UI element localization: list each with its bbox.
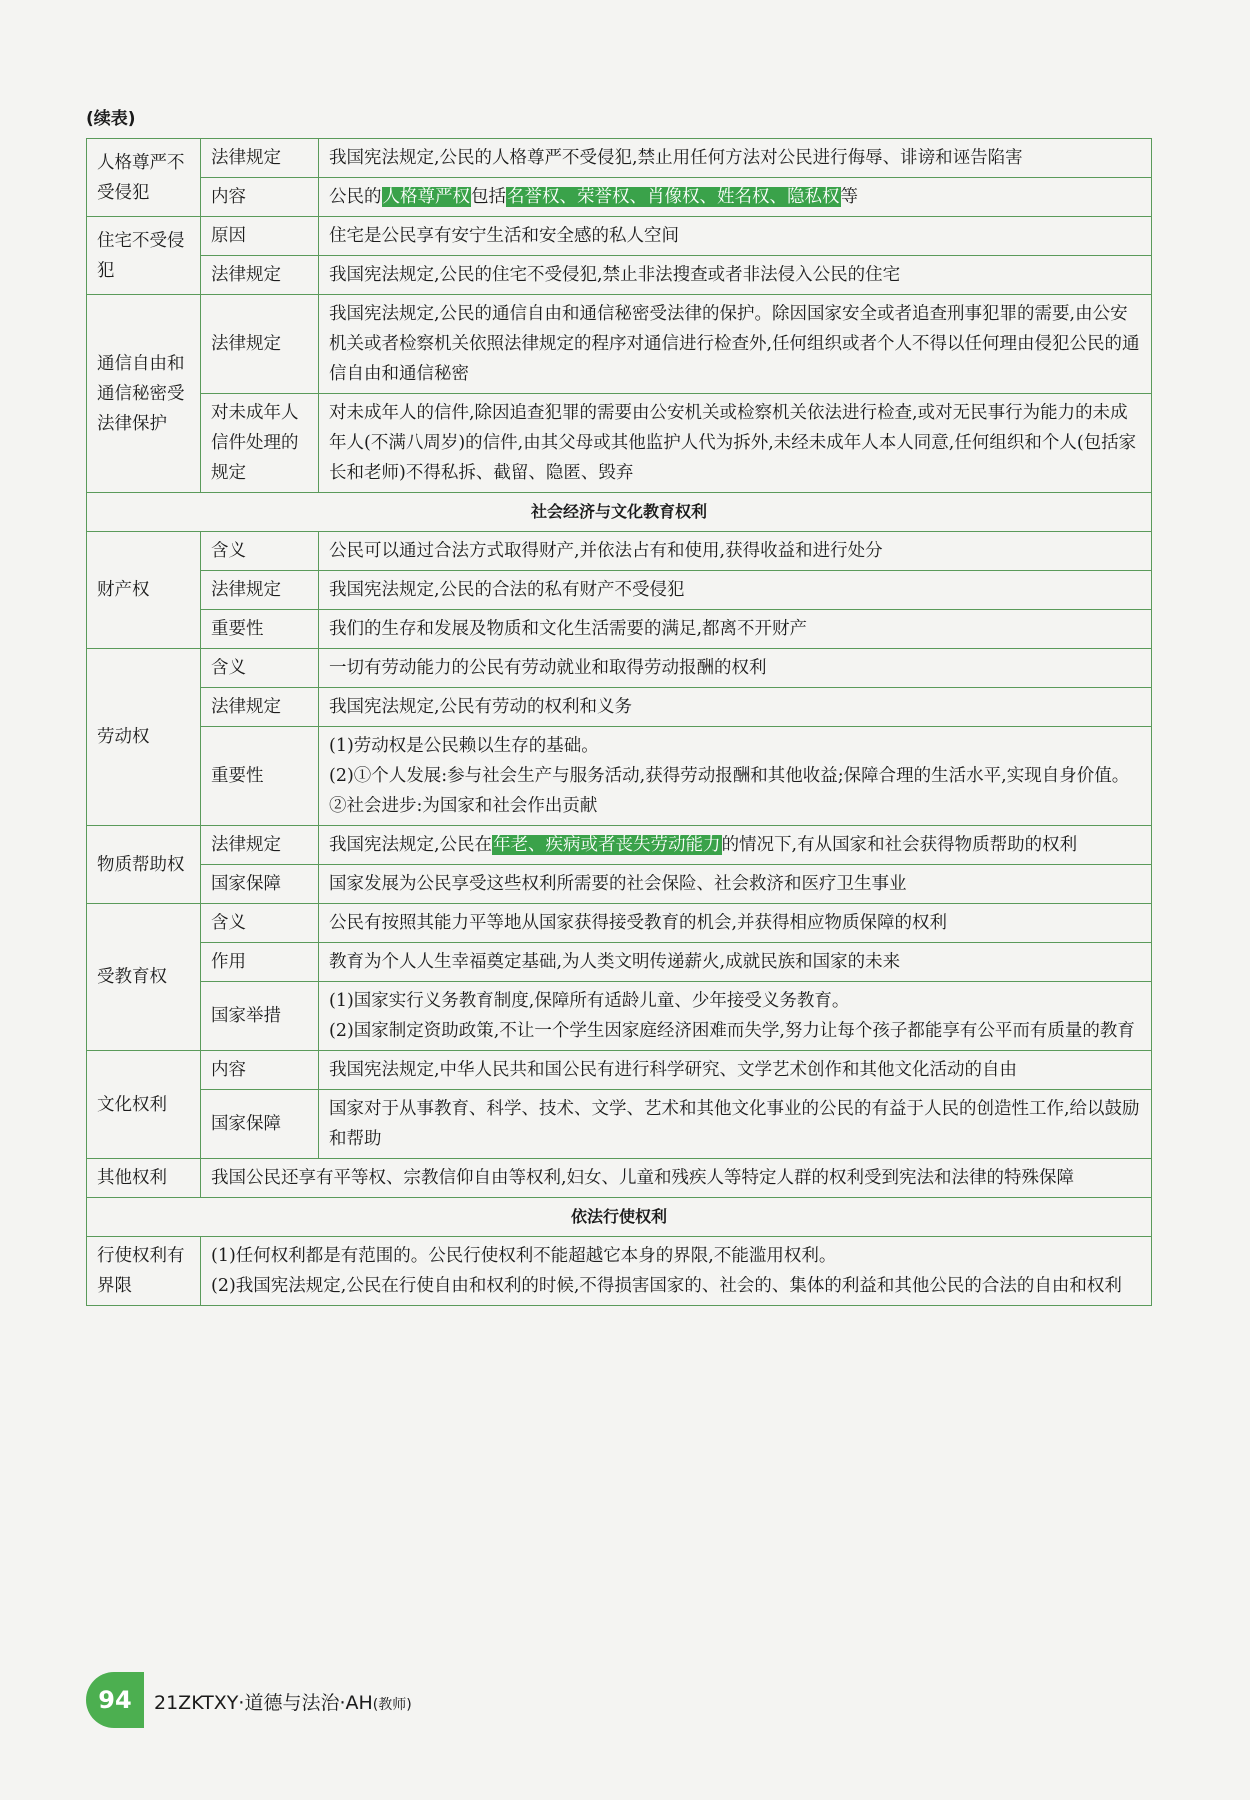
- label-cell: 法律规定: [201, 139, 319, 178]
- topic-cell: 住宅不受侵犯: [87, 217, 201, 295]
- label-cell: 含义: [201, 649, 319, 688]
- label-cell: 法律规定: [201, 256, 319, 295]
- content-cell: [319, 178, 1152, 217]
- label-cell: 法律规定: [201, 571, 319, 610]
- content-cell: 我国宪法规定,公民的住宅不受侵犯,禁止非法搜查或者非法侵入公民的住宅: [319, 256, 1152, 295]
- content-cell: [319, 982, 1152, 1051]
- table-row: [87, 610, 1152, 649]
- topic-cell: 劳动权: [87, 649, 201, 826]
- table-row: [87, 865, 1152, 904]
- table-row: [87, 571, 1152, 610]
- content-cell: 我国宪法规定,公民的合法的私有财产不受侵犯: [319, 571, 1152, 610]
- label-cell: 重要性: [201, 610, 319, 649]
- content-cell: [319, 826, 1152, 865]
- section-title: 依法行使权利: [87, 1198, 1152, 1237]
- text-segment: 包括: [471, 187, 506, 207]
- label-cell: 含义: [201, 904, 319, 943]
- table-row: [87, 256, 1152, 295]
- section-row: [87, 493, 1152, 532]
- table-row: [87, 688, 1152, 727]
- table-row: [87, 727, 1152, 826]
- topic-cell: 通信自由和通信秘密受法律保护: [87, 295, 201, 493]
- label-cell: 作用: [201, 943, 319, 982]
- topic-cell: 其他权利: [87, 1159, 201, 1198]
- text-line: (2)①个人发展:参与社会生产与服务活动,获得劳动报酬和其他收益;保障合理的生活水平,实现自身价值。②社会进步:为国家和社会作出贡献: [329, 766, 1130, 816]
- highlight-text: 人格尊严权: [382, 187, 470, 207]
- content-cell: 教育为个人人生幸福奠定基础,为人类文明传递薪火,成就民族和国家的未来: [319, 943, 1152, 982]
- page-number: 94: [86, 1672, 144, 1728]
- label-cell: 内容: [201, 1051, 319, 1090]
- section-row: [87, 1198, 1152, 1237]
- table-row: [87, 394, 1152, 493]
- rights-table: [86, 138, 1152, 1306]
- content-cell: 住宅是公民享有安宁生活和安全感的私人空间: [319, 217, 1152, 256]
- highlight-text: 名誉权、荣誉权、肖像权、姓名权、隐私权: [507, 187, 840, 207]
- highlight-text: 年老、疾病或者丧失劳动能力: [493, 835, 721, 855]
- label-cell: 法律规定: [201, 295, 319, 394]
- table-row: [87, 217, 1152, 256]
- text-line: (1)任何权利都是有范围的。公民行使权利不能超越它本身的界限,不能滥用权利。: [211, 1246, 837, 1266]
- text-segment: 等: [840, 187, 858, 207]
- table-row: [87, 943, 1152, 982]
- content-cell: 公民可以通过合法方式取得财产,并依法占有和使用,获得收益和进行处分: [319, 532, 1152, 571]
- label-cell: 含义: [201, 532, 319, 571]
- edition-label: (教师): [372, 1697, 412, 1713]
- content-cell: [319, 727, 1152, 826]
- topic-cell: 行使权利有界限: [87, 1237, 201, 1306]
- content-cell: 国家对于从事教育、科学、技术、文学、艺术和其他文化事业的公民的有益于人民的创造性工作,给以鼓励和帮助: [319, 1090, 1152, 1159]
- text-line: (1)劳动权是公民赖以生存的基础。: [329, 736, 599, 756]
- section-title: 社会经济与文化教育权利: [87, 493, 1152, 532]
- content-cell: 国家发展为公民享受这些权利所需要的社会保险、社会救济和医疗卫生事业: [319, 865, 1152, 904]
- book-title: 21ZKTXY·道德与法治·AH: [154, 1692, 373, 1714]
- text-line: (2)国家制定资助政策,不让一个学生因家庭经济困难而失学,努力让每个孩子都能享有公平而有质量的教育: [329, 1021, 1135, 1041]
- topic-cell: 人格尊严不受侵犯: [87, 139, 201, 217]
- content-cell: 对未成年人的信件,除因追查犯罪的需要由公安机关或检察机关依法进行检查,或对无民事行为能力的未成年人(不满八周岁)的信件,由其父母或其他监护人代为拆外,未经未成年人本人同意,任何组织和个人(包括家长和老师)不得私拆、截留、隐匿、毁弃: [319, 394, 1152, 493]
- book-code: [154, 1688, 412, 1715]
- label-cell: 国家保障: [201, 1090, 319, 1159]
- continued-label: (续表): [86, 109, 136, 129]
- table-row: [87, 826, 1152, 865]
- table-row: [87, 1159, 1152, 1198]
- table-row: [87, 649, 1152, 688]
- topic-cell: 物质帮助权: [87, 826, 201, 904]
- table-row: [87, 532, 1152, 571]
- table-row: [87, 139, 1152, 178]
- topic-cell: 文化权利: [87, 1051, 201, 1159]
- table-row: [87, 1090, 1152, 1159]
- label-cell: 原因: [201, 217, 319, 256]
- table-row: [87, 904, 1152, 943]
- text-segment: 的情况下,有从国家和社会获得物质帮助的权利: [721, 835, 1078, 855]
- content-cell: 一切有劳动能力的公民有劳动就业和取得劳动报酬的权利: [319, 649, 1152, 688]
- content-cell: [201, 1237, 1152, 1306]
- content-cell: 我们的生存和发展及物质和文化生活需要的满足,都离不开财产: [319, 610, 1152, 649]
- content-cell: 公民有按照其能力平等地从国家获得接受教育的机会,并获得相应物质保障的权利: [319, 904, 1152, 943]
- text-segment: 公民的: [329, 187, 382, 207]
- label-cell: 法律规定: [201, 688, 319, 727]
- content-cell: 我国宪法规定,公民的通信自由和通信秘密受法律的保护。除因国家安全或者追查刑事犯罪的需要,由公安机关或者检察机关依照法律规定的程序对通信进行检查外,任何组织或者个人不得以任何理由侵犯公民的通信自由和通信秘密: [319, 295, 1152, 394]
- table-row: [87, 295, 1152, 394]
- label-cell: 重要性: [201, 727, 319, 826]
- text-line: (1)国家实行义务教育制度,保障所有适龄儿童、少年接受义务教育。: [329, 991, 850, 1011]
- label-cell: 国家举措: [201, 982, 319, 1051]
- table-row: [87, 178, 1152, 217]
- content-cell: 我国宪法规定,公民的人格尊严不受侵犯,禁止用任何方法对公民进行侮辱、诽谤和诬告陷害: [319, 139, 1152, 178]
- content-cell: 我国宪法规定,公民有劳动的权利和义务: [319, 688, 1152, 727]
- table-row: [87, 982, 1152, 1051]
- topic-cell: 受教育权: [87, 904, 201, 1051]
- topic-cell: 财产权: [87, 532, 201, 649]
- label-cell: 国家保障: [201, 865, 319, 904]
- content-cell: 我国公民还享有平等权、宗教信仰自由等权利,妇女、儿童和残疾人等特定人群的权利受到宪法和法律的特殊保障: [201, 1159, 1152, 1198]
- label-cell: 内容: [201, 178, 319, 217]
- label-cell: 法律规定: [201, 826, 319, 865]
- text-line: (2)我国宪法规定,公民在行使自由和权利的时候,不得损害国家的、社会的、集体的利益和其他公民的合法的自由和权利: [211, 1276, 1122, 1296]
- label-cell: 对未成年人信件处理的规定: [201, 394, 319, 493]
- content-cell: 我国宪法规定,中华人民共和国公民有进行科学研究、文学艺术创作和其他文化活动的自由: [319, 1051, 1152, 1090]
- table-row: [87, 1051, 1152, 1090]
- text-segment: 我国宪法规定,公民在: [329, 835, 493, 855]
- table-row: [87, 1237, 1152, 1306]
